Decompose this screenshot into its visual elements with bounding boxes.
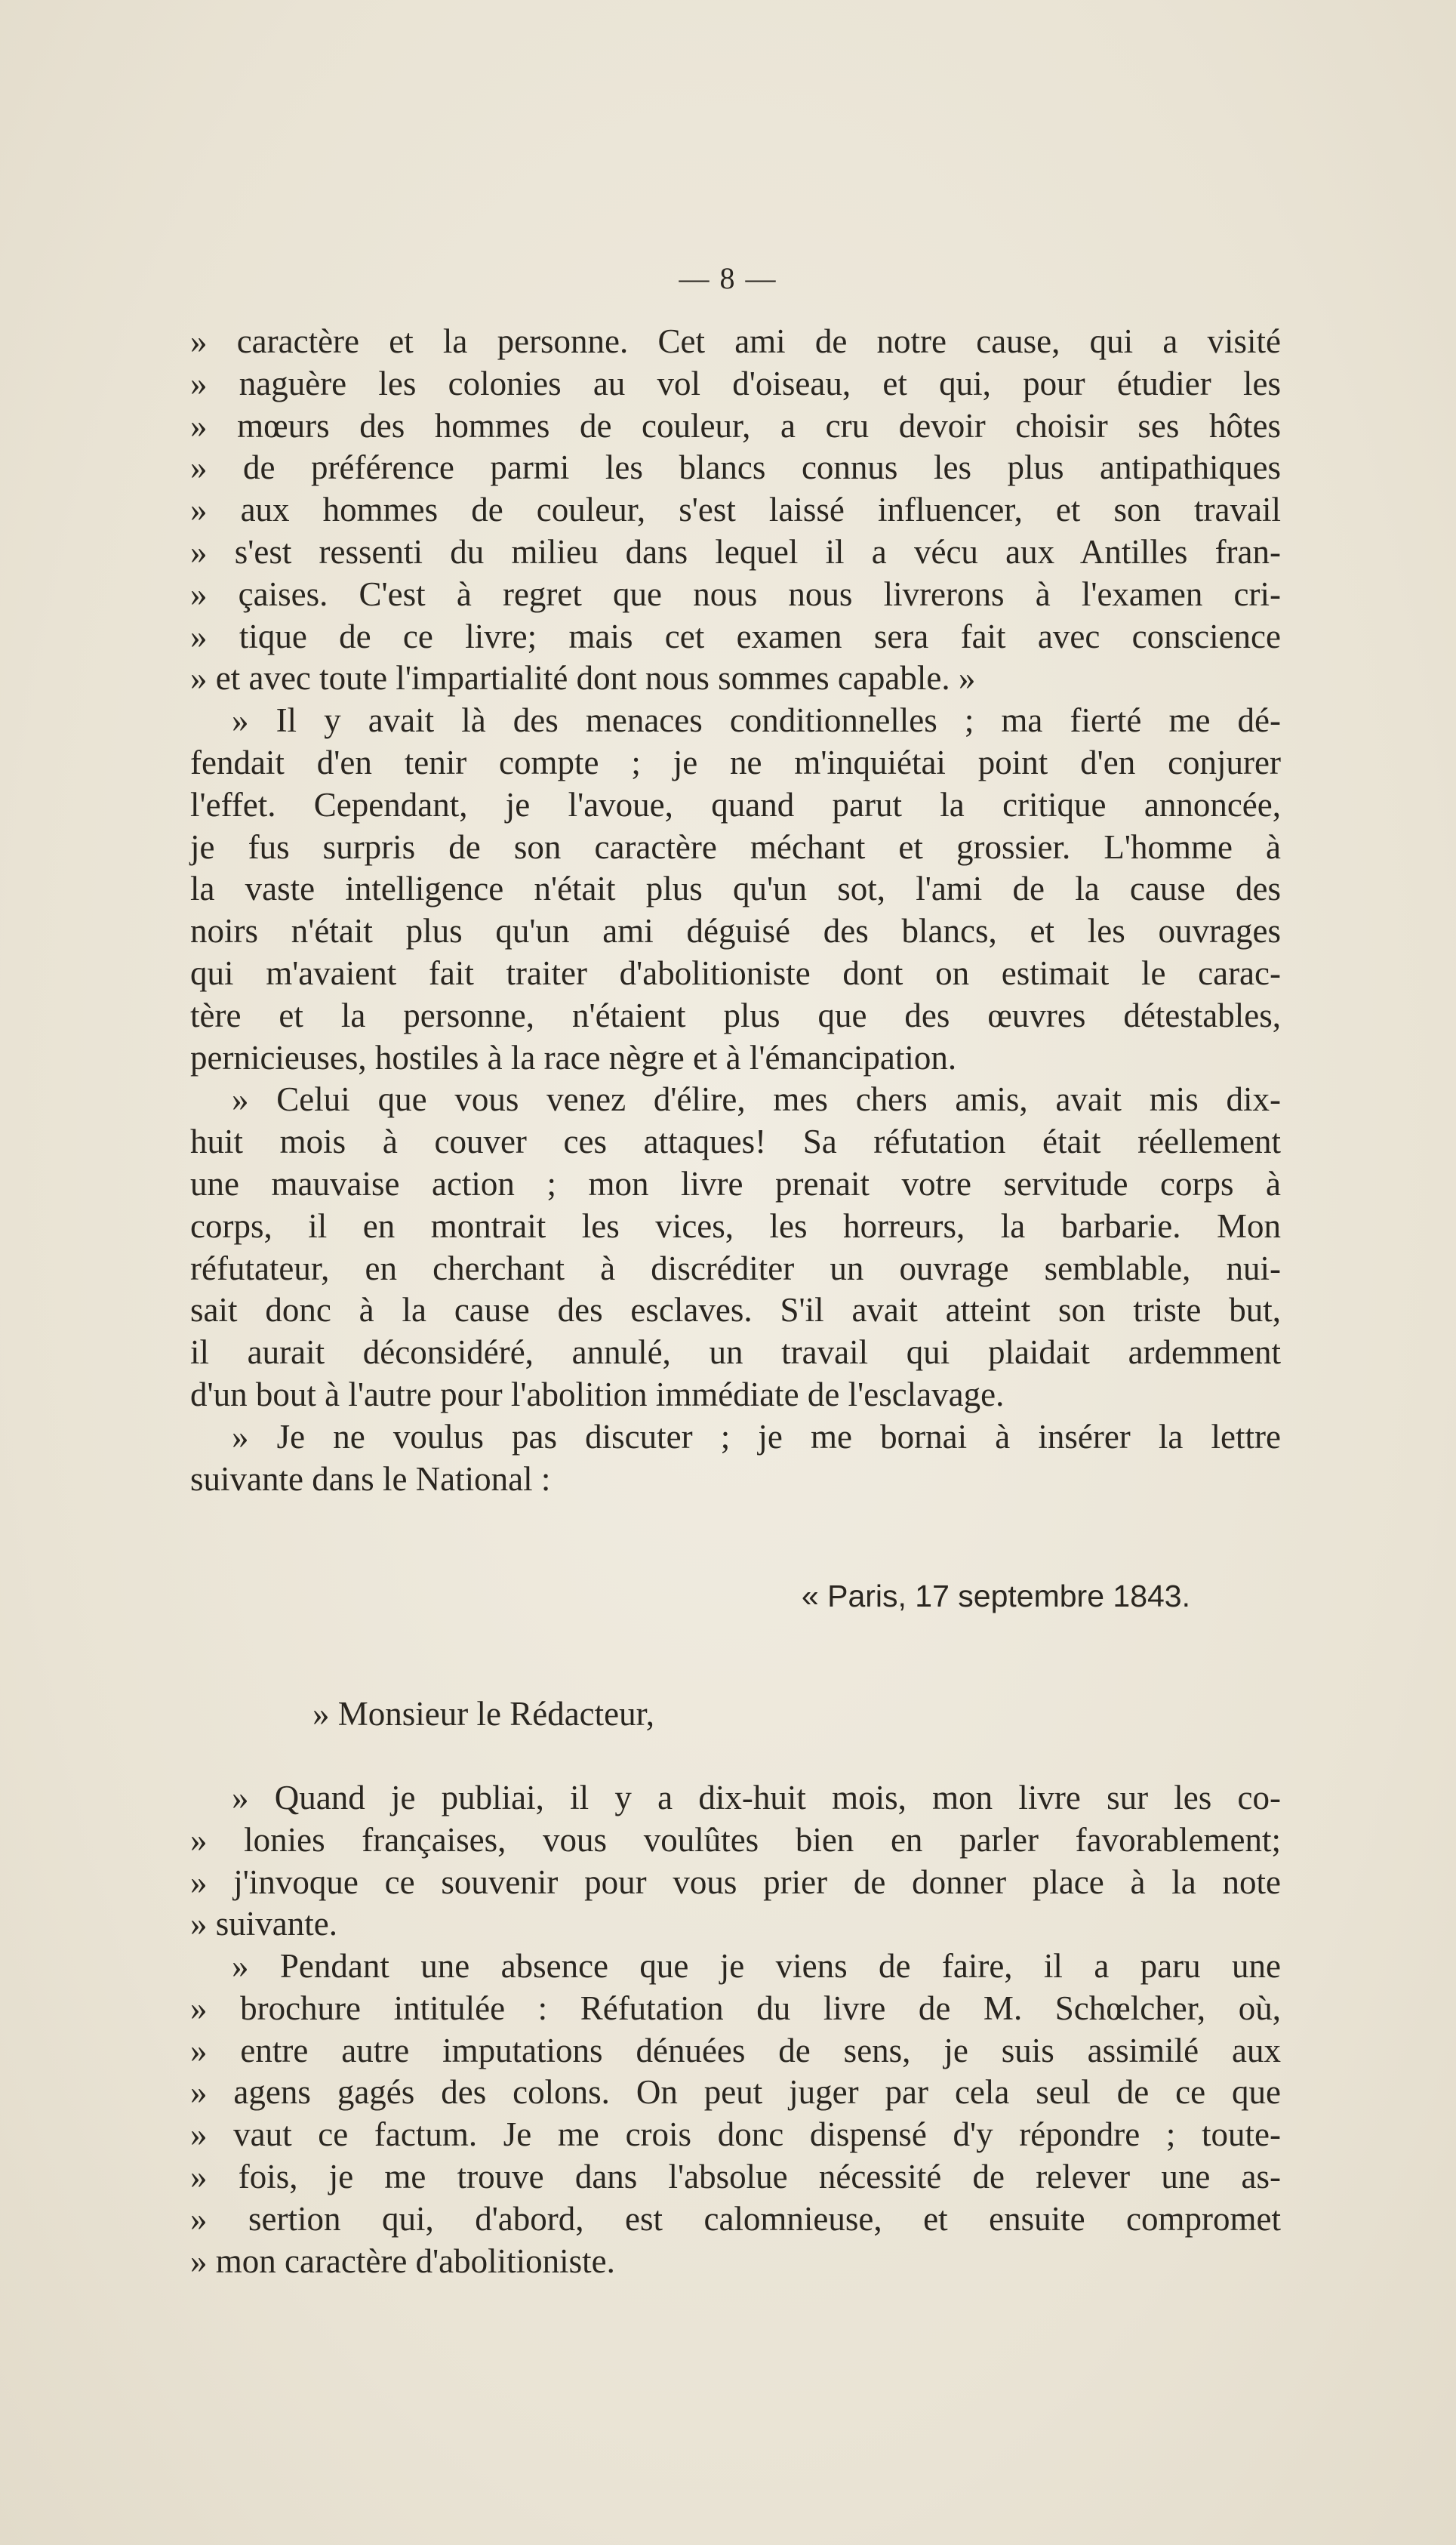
text-line: sait donc à la cause des esclaves. S'il avait atteint son triste but, <box>190 1291 1281 1330</box>
letter-paragraph-2 <box>190 1946 1281 2282</box>
text-line: » j'invoque ce souvenir pour vous prier de donner place à la note <box>190 1863 1281 1901</box>
paragraph-4 <box>190 1416 1281 1501</box>
page-body <box>190 321 1281 2282</box>
text-line: » suivante. <box>190 1905 337 1943</box>
text-line: » agens gagés des colons. On peut juger par cela seul de ce que <box>190 2073 1281 2112</box>
text-line: huit mois à couver ces attaques! Sa réfutation était réellement <box>190 1123 1281 1161</box>
text-line: » Il y avait là des menaces conditionnelles ; ma fierté me dé- <box>232 701 1281 740</box>
text-line: tère et la personne, n'étaient plus que des œuvres détestables, <box>190 996 1281 1034</box>
text-line: pernicieuses, hostiles à la race nègre et à l'émancipation. <box>190 1038 957 1077</box>
text-line: » Quand je publiai, il y a dix-huit mois, mon livre sur les co- <box>232 1778 1281 1816</box>
text-line: il aurait déconsidéré, annulé, un travail qui plaidait ardemment <box>190 1333 1281 1372</box>
text-line: » sertion qui, d'abord, est calomnieuse, et ensuite compromet <box>190 2199 1281 2238</box>
text-line: » Celui que vous venez d'élire, mes chers amis, avait mis dix- <box>232 1080 1281 1119</box>
text-line: » çaises. C'est à regret que nous nous livrerons à l'examen cri- <box>190 575 1281 613</box>
quoted-paragraph-1 <box>190 321 1281 700</box>
text-line: corps, il en montrait les vices, les horreurs, la barbarie. Mon <box>190 1206 1281 1245</box>
paragraph-3 <box>190 1079 1281 1416</box>
text-line: je fus surpris de son caractère méchant et grossier. L'homme à <box>190 827 1281 866</box>
letter-paragraph-1 <box>190 1777 1281 1946</box>
letter-salutation: » Monsieur le Rédacteur, <box>312 1695 655 1733</box>
text-line: » brochure intitulée : Réfutation du livre de M. Schœlcher, où, <box>190 1989 1281 2027</box>
text-line: » mon caractère d'abolitioniste. <box>190 2242 615 2280</box>
text-line: » aux hommes de couleur, s'est laissé influencer, et son travail <box>190 491 1281 529</box>
text-line: » Pendant une absence que je viens de faire, il a paru une <box>232 1947 1281 1986</box>
text-line: » et avec toute l'impartialité dont nous sommes capable. » <box>190 659 976 698</box>
text-line: la vaste intelligence n'était plus qu'un sot, l'ami de la cause des <box>190 870 1281 908</box>
text-line: » tique de ce livre; mais cet examen sera fait avec conscience <box>190 617 1281 655</box>
text-line: » lonies françaises, vous voulûtes bien en parler favorablement; <box>190 1820 1281 1859</box>
text-line: une mauvaise action ; mon livre prenait votre servitude corps à <box>190 1164 1281 1203</box>
text-line: » fois, je me trouve dans l'absolue nécessité de relever une as- <box>190 2158 1281 2196</box>
text-line: » entre autre imputations dénuées de sens, je suis assimilé aux <box>190 2031 1281 2069</box>
paragraph-2 <box>190 700 1281 1079</box>
text-line: » vaut ce factum. Je me crois donc dispensé d'y répondre ; toute- <box>190 2115 1281 2154</box>
letter-dateline: « Paris, 17 septembre 1843. <box>801 1579 1190 1614</box>
text-line: » de préférence parmi les blancs connus les plus antipathiques <box>190 448 1281 487</box>
text-line: » s'est ressenti du milieu dans lequel il a vécu aux Antilles fran- <box>190 532 1281 571</box>
text-line: fendait d'en tenir compte ; je ne m'inquiétai point d'en conjurer <box>190 743 1281 781</box>
text-line: » mœurs des hommes de couleur, a cru devoir choisir ses hôtes <box>190 406 1281 445</box>
text-line: » caractère et la personne. Cet ami de notre cause, qui a visité <box>190 322 1281 360</box>
text-line: l'effet. Cependant, je l'avoue, quand parut la critique annoncée, <box>190 785 1281 824</box>
text-line: suivante dans le National : <box>190 1459 551 1498</box>
text-line: réfutateur, en cherchant à discréditer un ouvrage semblable, nui- <box>190 1249 1281 1287</box>
text-line: d'un bout à l'autre pour l'abolition immédiate de l'esclavage. <box>190 1375 1005 1413</box>
text-line: » Je ne voulus pas discuter ; je me bornai à insérer la lettre <box>232 1417 1281 1456</box>
text-line: qui m'avaient fait traiter d'abolitioniste dont on estimait le carac- <box>190 954 1281 992</box>
text-line: noirs n'était plus qu'un ami déguisé des blancs, et les ouvrages <box>190 912 1281 951</box>
page-number: — 8 — <box>679 261 777 295</box>
text-line: » naguère les colonies au vol d'oiseau, et qui, pour étudier les <box>190 364 1281 402</box>
